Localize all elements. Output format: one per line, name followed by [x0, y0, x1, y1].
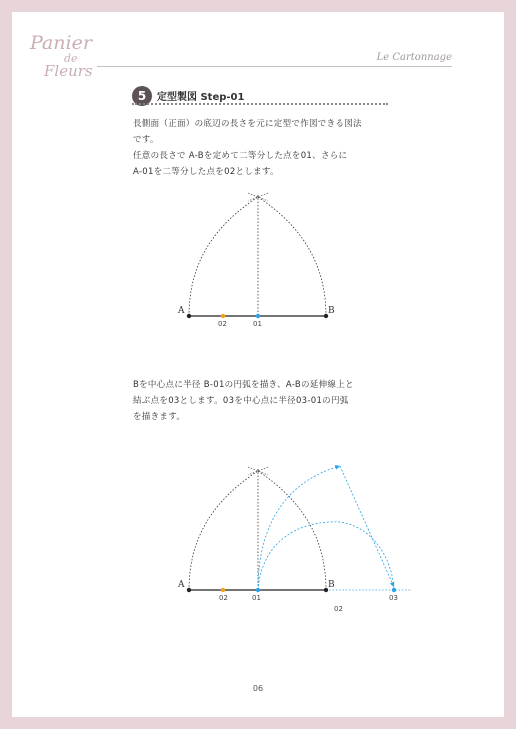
logo-word-de: de	[64, 52, 78, 65]
label-a: A	[178, 580, 185, 590]
diagram-2	[177, 466, 412, 613]
arc-from-b	[258, 197, 326, 316]
point-a	[187, 314, 191, 318]
point-01	[256, 314, 260, 318]
paragraph-line: です。	[133, 135, 159, 145]
paragraph-line: A-01を二等分した点を02とします。	[133, 167, 279, 177]
step-title: 定型製図 Step-01	[157, 92, 245, 103]
arc-from-a	[189, 197, 258, 316]
arc-from-b	[258, 471, 326, 590]
step-number-badge: 5	[132, 86, 152, 106]
logo-word-panier: Panier	[30, 32, 92, 54]
label-01: 01	[252, 594, 261, 602]
paragraph-line: 結ぶ点を03とします。03を中心点に半径03-01の円弧	[133, 396, 349, 406]
label-b: B	[328, 580, 335, 590]
paragraph-line: Bを中心点に半径 B-01の円弧を描き、A-Bの延伸線上と	[133, 380, 354, 390]
diagram-1	[177, 193, 335, 328]
page-number: 06	[252, 684, 264, 693]
label-02: 02	[219, 594, 228, 602]
paragraph-line: 長側面（正面）の底辺の長さを元に定型で作図できる図法	[133, 119, 362, 129]
label-02-secondary: 02	[334, 605, 343, 613]
label-02: 02	[218, 320, 227, 328]
point-a	[187, 588, 191, 592]
point-03	[392, 588, 396, 592]
arc-from-a	[189, 471, 258, 590]
point-01	[256, 588, 260, 592]
label-b: B	[328, 306, 335, 316]
label-a: A	[178, 306, 185, 316]
point-02	[221, 588, 225, 592]
paragraph-line: 任意の長さで A-Bを定めて二等分した点を01、さらに	[133, 151, 348, 161]
logo-word-fleurs: Fleurs	[44, 62, 93, 80]
label-03: 03	[389, 594, 398, 602]
point-02	[221, 314, 225, 318]
paragraph-line: を描きます。	[133, 412, 186, 422]
blue-radius-line	[340, 466, 394, 587]
header-title: Le Cartonnage	[376, 52, 452, 63]
blue-arc-b-center	[258, 466, 340, 590]
label-01: 01	[253, 320, 262, 328]
